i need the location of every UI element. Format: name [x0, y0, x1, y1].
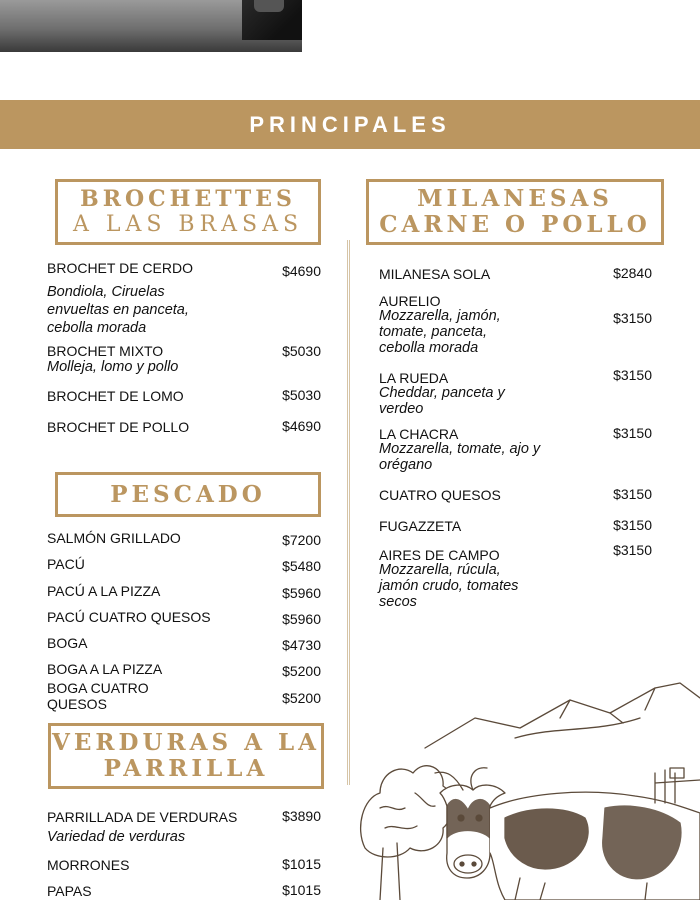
banner-title: PRINCIPALES	[249, 111, 451, 137]
pescado-item-price: $5480	[282, 558, 321, 574]
pescado-item-name: PACÚ	[47, 556, 85, 572]
plate-shape	[242, 0, 302, 40]
milanesas-item-name: CUATRO QUESOS	[379, 487, 501, 503]
milanesas-item-desc: verdeo	[379, 401, 424, 417]
verduras-item-price: $1015	[282, 856, 321, 872]
brochettes-item-name: BROCHET DE LOMO	[47, 388, 184, 404]
brochettes-title-line2: A LAS BRASAS	[72, 212, 304, 237]
brochettes-item-price: $5030	[282, 343, 321, 359]
milanesas-item-price: $3150	[613, 486, 652, 502]
milanesas-item-name: AURELIO	[379, 293, 441, 309]
pescado-item-name: BOGA	[47, 635, 88, 651]
milanesas-header	[366, 179, 664, 245]
milanesas-title-line1: MILANESAS	[417, 185, 613, 212]
milanesas-item-name: MILANESA SOLA	[379, 266, 491, 282]
milanesas-item-desc: orégano	[379, 457, 433, 473]
verduras-item-name: MORRONES	[47, 857, 130, 873]
milanesas-item-price: $3150	[613, 425, 652, 441]
pescado-item-name: BOGA CUATRO	[47, 680, 149, 696]
milanesas-item-desc: jamón crudo, tomates	[379, 578, 519, 594]
pescado-item-price: $4730	[282, 637, 321, 653]
pescado-item-price: $5960	[282, 585, 321, 601]
milanesas-item-desc: Mozzarella, tomate, ajo y	[379, 441, 541, 457]
verduras-item-name: PAPAS	[47, 883, 92, 899]
milanesas-item-name: AIRES DE CAMPO	[379, 547, 500, 563]
milanesas-item-desc: cebolla morada	[379, 340, 479, 356]
brochettes-item-name: BROCHET DE CERDO	[47, 260, 193, 276]
milanesas-item-desc: Mozzarella, jamón,	[379, 308, 501, 324]
pescado-header	[55, 472, 321, 517]
verduras-title-line2: PARRILLA	[103, 755, 269, 782]
pescado-item-name: PACÚ A LA PIZZA	[47, 583, 161, 599]
pescado-item-name: BOGA A LA PIZZA	[47, 661, 163, 677]
brochettes-title-line1: BROCHETTES	[80, 186, 296, 212]
verduras-item-desc: Variedad de verduras	[47, 829, 186, 845]
verduras-item-name: PARRILLADA DE VERDURAS	[47, 809, 238, 825]
milanesas-item-desc: tomate, panceta,	[379, 324, 488, 340]
milanesas-item-desc: Cheddar, panceta y	[379, 385, 505, 401]
column-divider	[347, 240, 350, 785]
brochettes-item-desc: Molleja, lomo y pollo	[47, 359, 179, 375]
pescado-item-price: $5960	[282, 611, 321, 627]
milanesas-item-price: $3150	[613, 542, 652, 558]
milanesas-item-price: $3150	[613, 310, 652, 326]
brochettes-item-name: BROCHET DE POLLO	[47, 419, 190, 435]
brochettes-item-price: $4690	[282, 418, 321, 434]
principales-banner	[0, 100, 700, 149]
verduras-item-price: $3890	[282, 808, 321, 824]
verduras-header	[48, 723, 324, 789]
milanesas-title-line2: CARNE O POLLO	[379, 211, 651, 238]
brochettes-item-desc: cebolla morada	[47, 320, 147, 336]
brochettes-item-price: $4690	[282, 263, 321, 279]
brochettes-item-price: $5030	[282, 387, 321, 403]
pescado-item-price: $5200	[282, 690, 321, 706]
verduras-title-line1: VERDURAS A LA	[52, 729, 320, 756]
verduras-item-price: $1015	[282, 882, 321, 898]
pescado-item-name: SALMÓN GRILLADO	[47, 530, 181, 546]
milanesas-item-desc: Mozzarella, rúcula,	[379, 562, 501, 578]
pescado-item-price: $5200	[282, 663, 321, 679]
milanesas-item-price: $3150	[613, 367, 652, 383]
food-photo	[0, 0, 302, 52]
cow-farm-illustration	[355, 678, 700, 900]
pescado-item-name: PACÚ CUATRO QUESOS	[47, 609, 211, 625]
brochettes-item-desc: envueltas en panceta,	[47, 302, 189, 318]
milanesas-item-price: $3150	[613, 517, 652, 533]
brochettes-header	[55, 179, 321, 245]
brochettes-item-name: BROCHET MIXTO	[47, 343, 164, 359]
pescado-item-name: QUESOS	[47, 696, 107, 712]
milanesas-item-name: LA RUEDA	[379, 370, 449, 386]
pescado-item-price: $7200	[282, 532, 321, 548]
milanesas-item-name: LA CHACRA	[379, 426, 459, 442]
pescado-title: PESCADO	[110, 480, 266, 508]
milanesas-item-desc: secos	[379, 594, 417, 610]
milanesas-item-price: $2840	[613, 265, 652, 281]
milanesas-item-name: FUGAZZETA	[379, 518, 462, 534]
brochettes-item-desc: Bondiola, Ciruelas	[47, 284, 165, 300]
